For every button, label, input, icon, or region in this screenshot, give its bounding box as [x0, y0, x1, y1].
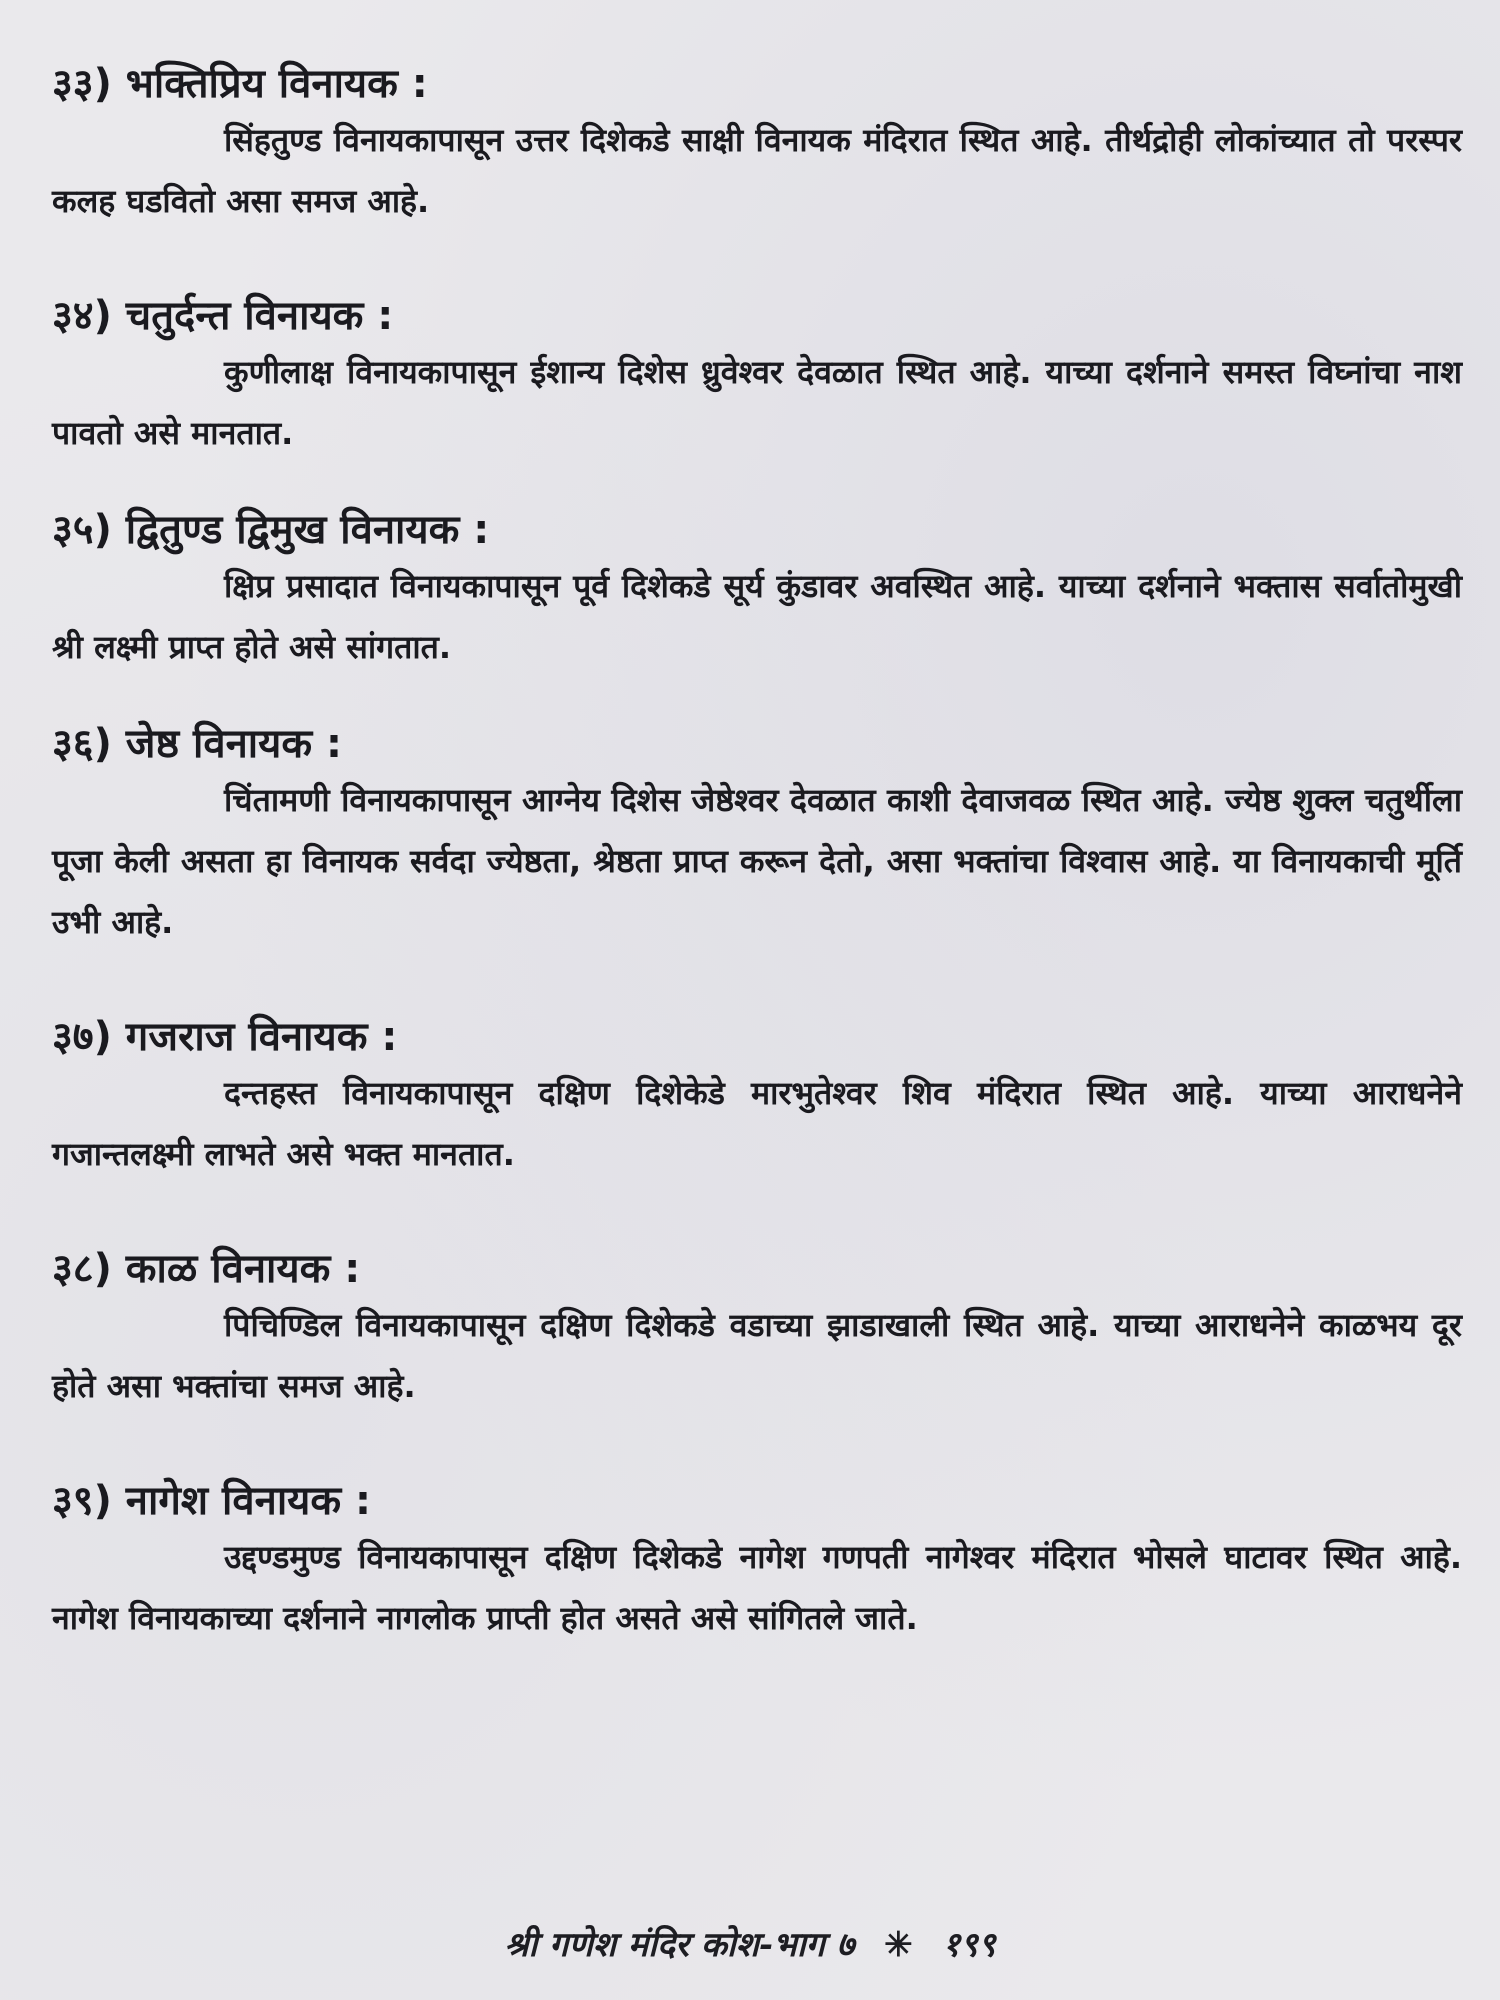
entry-text: उद्दण्डमुण्ड विनायकापासून दक्षिण दिशेकडे नागेश गणपती नागेश्वर मंदिरात भोसले घाटावर स्थित आहे. नागेश विनायकाच्या दर्शनाने नागलोक प्राप्ती होत असते असे सांगितले जाते.: [52, 1538, 1462, 1637]
entry-text: कुणीलाक्ष विनायकापासून ईशान्य दिशेस ध्रुवेश्वर देवळात स्थित आहे. याच्या दर्शनाने समस्त विघ्नांचा नाश पावतो असे मानतात.: [52, 353, 1462, 452]
entry-heading: ३५) द्वितुण्ड द्विमुख विनायक :: [52, 507, 490, 553]
entry-heading: ३३) भक्तिप्रिय विनायक :: [52, 61, 428, 107]
footer-book-title: श्री गणेश मंदिर कोश-भाग ७: [504, 1925, 855, 1965]
entry-33: [52, 58, 1462, 232]
page-number: १९९: [942, 1925, 996, 1965]
entry-text: पिचिण्डिल विनायकापासून दक्षिण दिशेकडे वडाच्या झाडाखाली स्थित आहे. याच्या आराधनेने काळभय दूर होते असा भक्तांचा समज आहे.: [52, 1306, 1462, 1405]
entry-heading: ३९) नागेश विनायक :: [52, 1478, 372, 1524]
asterisk-ornament-icon: ✳: [884, 1925, 913, 1965]
entry-38: [52, 1243, 1462, 1417]
entry-text: चिंतामणी विनायकापासून आग्नेय दिशेस जेष्ठेश्वर देवळात काशी देवाजवळ स्थित आहे. ज्येष्ठ शुक्ल चतुर्थीला पूजा केली असता हा विनायक सर्वदा ज्येष्ठता, श्रेष्ठता प्राप्त करून देतो, असा भक्तांचा विश्वास आहे. या विनायकाची मूर्ति उभी आहे.: [52, 781, 1462, 941]
entry-heading: ३७) गजराज विनायक :: [52, 1014, 398, 1060]
page-footer: [0, 1920, 1500, 1966]
entry-text: क्षिप्र प्रसादात विनायकापासून पूर्व दिशेकडे सूर्य कुंडावर अवस्थित आहे. याच्या दर्शनाने भक्तास सर्वातोमुखी श्री लक्ष्मी प्राप्त होते असे सांगतात.: [52, 567, 1462, 666]
entry-36: [52, 718, 1462, 953]
entry-34: [52, 290, 1462, 464]
entry-heading: ३६) जेष्ठ विनायक :: [52, 721, 342, 767]
entry-heading: ३४) चतुर्दन्त विनायक :: [52, 293, 394, 339]
entry-text: दन्तहस्त विनायकापासून दक्षिण दिशेकेडे मारभुतेश्वर शिव मंदिरात स्थित आहे. याच्या आराधनेने गजान्तलक्ष्मी लाभते असे भक्त मानतात.: [52, 1074, 1462, 1173]
entry-37: [52, 1011, 1462, 1185]
entry-39: [52, 1475, 1462, 1649]
entry-heading: ३८) काळ विनायक :: [52, 1246, 361, 1292]
page-content: [52, 58, 1462, 1707]
entry-text: सिंहतुण्ड विनायकापासून उत्तर दिशेकडे साक्षी विनायक मंदिरात स्थित आहे. तीर्थद्रोही लोकांच्यात तो परस्पर कलह घडवितो असा समज आहे.: [52, 121, 1462, 220]
entry-35: [52, 504, 1462, 678]
